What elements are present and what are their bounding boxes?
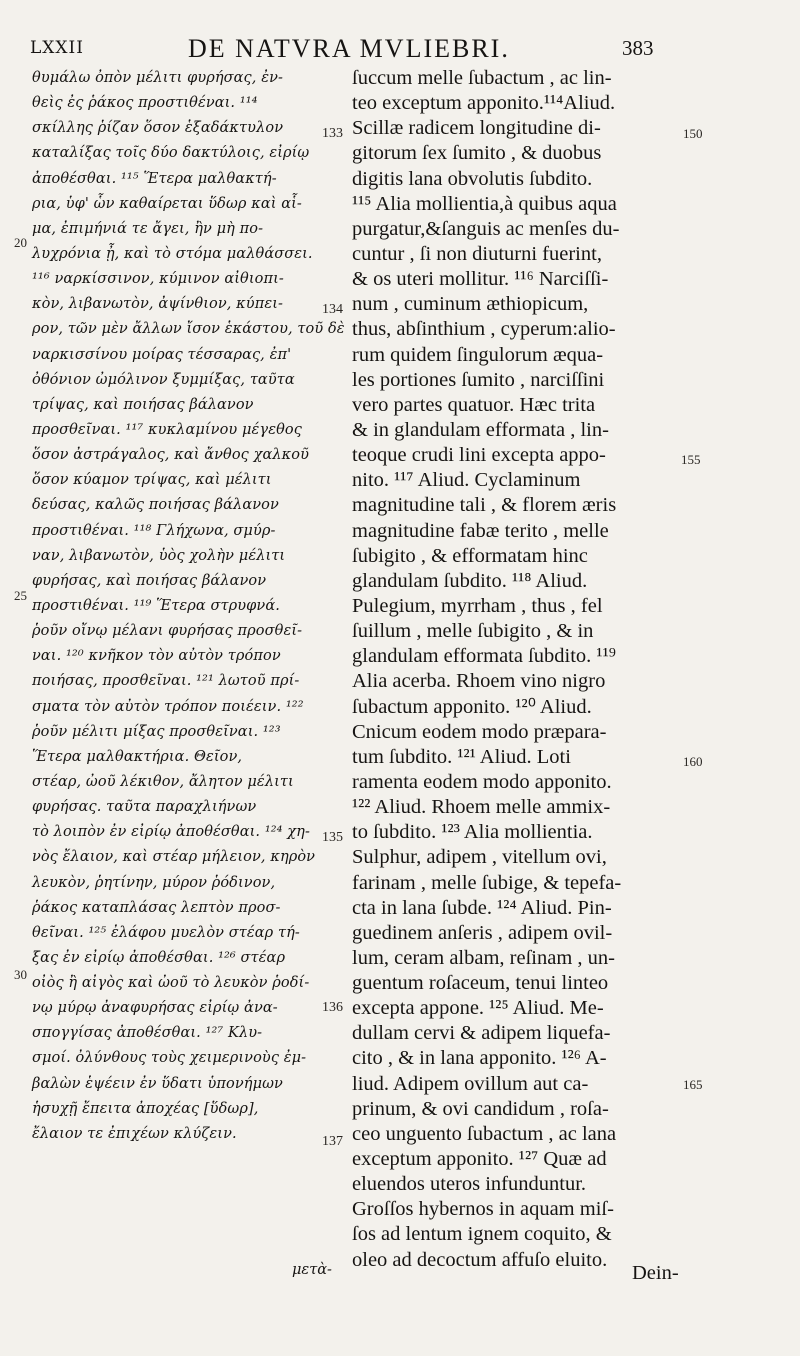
line-number-30: 30 bbox=[14, 967, 27, 982]
greek-text-line: φυρήσας, καὶ ποιήσας βάλανον bbox=[32, 572, 267, 589]
latin-text-line: to ſubdito. ¹²³ Alia mollientia. bbox=[352, 821, 593, 844]
greek-catchword: μετὰ- bbox=[292, 1262, 332, 1278]
header-section-number: LXXII bbox=[30, 38, 84, 58]
latin-text-column bbox=[352, 66, 682, 1273]
greek-text-line: σμοί. ὀλύνθους τοὺς χειμερινοὺς ἐμ- bbox=[32, 1050, 307, 1067]
latin-text-line: Scillæ radicem longitudine di- bbox=[352, 117, 601, 140]
latin-text-line: exceptum apponito. ¹²⁷ Quæ ad bbox=[352, 1148, 607, 1171]
greek-text-line: νὸς ἔλαιον, καὶ στέαρ μήλειον, κηρὸν bbox=[32, 849, 316, 866]
greek-text-line: σματα τὸν αὐτὸν τρόπον ποιέειν. ¹²² bbox=[32, 698, 304, 715]
greek-text-line: στέαρ, ὠοῦ λέκιθον, ἄλητον μέλιτι bbox=[32, 773, 294, 790]
gutter-number-136: 136 bbox=[322, 1000, 343, 1015]
greek-text-line: ¹¹⁶ ναρκίσσινον, κύμινον αἰθιοπι- bbox=[32, 271, 284, 288]
latin-text-line: Sulphur, adipem , vitellum ovi, bbox=[352, 846, 607, 869]
latin-text-line: lum, ceram albam, reſinam , un- bbox=[352, 946, 615, 969]
latin-text-line: ramenta eodem modo apponito. bbox=[352, 770, 612, 793]
line-number-160: 160 bbox=[683, 754, 703, 769]
greek-text-line: ναι. ¹²⁰ κνῆκον τὸν αὐτὸν τρόπον bbox=[32, 648, 281, 665]
greek-text-line: θυμάλω ὀπὸν μέλιτι φυρήσας, ἐν- bbox=[32, 70, 283, 86]
latin-text-line: digitis lana obvolutis ſubdito. bbox=[352, 167, 593, 190]
latin-text-line: ſos ad lentum ignem coquito, & bbox=[352, 1223, 612, 1246]
latin-text-line: cito , & in lana apponito. ¹²⁶ A- bbox=[352, 1047, 607, 1070]
latin-text-line: excepta appone. ¹²⁵ Aliud. Me- bbox=[352, 997, 604, 1020]
latin-text-line: & in glandulam efformata , lin- bbox=[352, 418, 609, 441]
greek-text-column bbox=[32, 66, 345, 1147]
latin-text-line: teoque crudi lini excepta appo- bbox=[352, 444, 606, 467]
greek-text-line: ῥοῦν οἴνῳ μέλανι φυρήσας προσθεῖ- bbox=[32, 623, 303, 640]
line-number-150: 150 bbox=[683, 126, 703, 141]
latin-text-line: ſubigito , & efformatam hinc bbox=[352, 544, 588, 567]
latin-text-line: rum quidem ſingulorum æqua- bbox=[352, 343, 604, 366]
greek-text-line: ξας ἐν εἰρίῳ ἀποθέσθαι. ¹²⁶ στέαρ bbox=[32, 949, 286, 966]
latin-text-line: magnitudine tali , & florem æris bbox=[352, 494, 617, 517]
greek-text-line: βαλὼν ἑψέειν ἐν ὕδατι ὑπονήμων bbox=[32, 1075, 283, 1092]
greek-text-line: ὅσον ἀστράγαλος, καὶ ἄνθος χαλκοῦ bbox=[32, 447, 310, 464]
greek-text-line: φυρήσας. ταῦτα παραχλιήνων bbox=[32, 799, 257, 816]
greek-text-line: λευκὸν, ῥητίνην, μύρον ῥόδινον, bbox=[32, 874, 276, 891]
greek-text-line: τρίψας, καὶ ποιήσας βάλανον bbox=[32, 396, 254, 413]
latin-text-line: magnitudine fabæ terito , melle bbox=[352, 519, 609, 542]
greek-text-line: θεῖναι. ¹²⁵ ἐλάφου μυελὸν στέαρ τή- bbox=[32, 924, 300, 941]
greek-text-line: ἡσυχῇ ἔπειτα ἀποχέας [ὕδωρ], bbox=[32, 1100, 259, 1117]
greek-text-line: λυχρόνια ᾖ, καὶ τὸ στόμα μαλθάσσει. bbox=[32, 245, 313, 262]
latin-text-line: ceo unguento ſubactum , ac lana bbox=[352, 1122, 617, 1145]
line-number-165: 165 bbox=[683, 1077, 703, 1092]
latin-text-line: glandulam efformata ſubdito. ¹¹⁹ bbox=[352, 645, 616, 668]
gutter-number-133: 133 bbox=[322, 126, 343, 141]
latin-text-line: liud. Adipem ovillum aut ca- bbox=[352, 1072, 589, 1095]
greek-text-line: ἔλαιον τε ἐπιχέων κλύζειν. bbox=[32, 1125, 237, 1142]
greek-text-line: ρια, ὑφ' ὧν καθαίρεται ὕδωρ καὶ αἷ- bbox=[32, 195, 302, 212]
greek-text-line: προστιθέναι. ¹¹⁹ Ἕτερα στρυφνά. bbox=[32, 597, 280, 614]
greek-text-line: σκίλλης ῥίζαν ὅσον ἑξαδάκτυλον bbox=[32, 120, 284, 137]
greek-text-line: ὀθόνιον ὠμόλινον ξυμμίξας, ταῦτα bbox=[32, 371, 295, 388]
header-title: DE NATVRA MVLIEBRI. bbox=[188, 34, 510, 63]
latin-text-line: ſubactum apponito. ¹²⁰ Aliud. bbox=[352, 695, 592, 718]
greek-text-line: ναρκισσίνου μοίρας τέσσαρας, ἐπ' bbox=[32, 346, 292, 363]
latin-text-line: Cnicum eodem modo præpara- bbox=[352, 720, 607, 743]
gutter-number-134: 134 bbox=[322, 302, 343, 317]
latin-text-line: cuntur , ſi non diuturni fuerint, bbox=[352, 242, 602, 265]
latin-text-line: dullam cervi & adipem liquefa- bbox=[352, 1022, 611, 1045]
latin-text-line: Groſſos hybernos in aquam miſ- bbox=[352, 1198, 614, 1221]
latin-text-line: guedinem anſeris , adipem ovil- bbox=[352, 921, 613, 944]
latin-text-line: cta in lana ſubde. ¹²⁴ Aliud. Pin- bbox=[352, 896, 612, 919]
latin-text-line: vero partes quatuor. Hæc trita bbox=[352, 393, 596, 416]
latin-text-line: les portiones ſumito , narciſſini bbox=[352, 368, 605, 391]
line-number-20: 20 bbox=[14, 235, 27, 250]
latin-catchword: Dein- bbox=[632, 1262, 679, 1284]
line-number-25: 25 bbox=[14, 588, 27, 603]
latin-text-line: tum ſubdito. ¹²¹ Aliud. Loti bbox=[352, 745, 571, 768]
greek-text-line: θεὶς ἐς ῥάκος προστιθέναι. ¹¹⁴ bbox=[32, 95, 258, 112]
greek-text-line: δεύσας, καλῶς ποιήσας βάλανον bbox=[32, 497, 279, 514]
latin-text-line: eluendos uteros infunduntur. bbox=[352, 1173, 587, 1196]
latin-text-line: oleo ad decoctum affuſo eluito. bbox=[352, 1248, 608, 1271]
greek-text-line: Ἕτερα μαλθακτήρια. Θεῖον, bbox=[32, 748, 243, 765]
greek-text-line: ποιήσας, προσθεῖναι. ¹²¹ λωτοῦ πρί- bbox=[32, 673, 300, 690]
greek-text-line: οἰὸς ἢ αἰγὸς καὶ ὠοῦ τὸ λευκὸν ῥοδί- bbox=[32, 975, 310, 992]
greek-text-line: ναν, λιβανωτὸν, ὑὸς χολὴν μέλιτι bbox=[32, 547, 286, 564]
greek-text-line: κὸν, λιβανωτὸν, ἀψίνθιον, κύπει- bbox=[32, 296, 284, 313]
greek-text-line: ὅσον κύαμον τρίψας, καὶ μέλιτι bbox=[32, 472, 272, 489]
latin-text-line: & os uteri mollitur. ¹¹⁶ Narciſſi- bbox=[352, 268, 609, 291]
greek-text-line: προσθεῖναι. ¹¹⁷ κυκλαμίνου μέγεθος bbox=[32, 421, 302, 438]
greek-text-line: προστιθέναι. ¹¹⁸ Γλήχωνα, σμύρ- bbox=[32, 522, 276, 539]
greek-text-line: νῳ μύρῳ ἀναφυρήσας εἰρίῳ ἀνα- bbox=[32, 1000, 278, 1017]
latin-text-line: Alia acerba. Rhoem vino nigro bbox=[352, 670, 606, 693]
latin-text-line: purgatur,&ſanguis ac menſes du- bbox=[352, 217, 620, 240]
page-number: 383 bbox=[622, 36, 654, 60]
latin-text-line: thus, abſinthium , cyperum:alio- bbox=[352, 318, 616, 341]
greek-text-line: σπογγίσας ἀποθέσθαι. ¹²⁷ Κλυ- bbox=[32, 1025, 263, 1042]
line-number-155: 155 bbox=[681, 452, 701, 467]
greek-text-line: μα, ἐπιμήνιά τε ἄγει, ἢν μὴ πο- bbox=[32, 220, 264, 237]
greek-text-line: τὸ λοιπὸν ἐν εἰρίῳ ἀποθέσθαι. ¹²⁴ χη- bbox=[32, 824, 310, 841]
greek-text-line: ῥάκος καταπλάσας λεπτὸν προσ- bbox=[32, 899, 281, 916]
gutter-number-135: 135 bbox=[322, 830, 343, 845]
latin-text-line: ¹¹⁵ Alia mollientia,à quibus aqua bbox=[352, 192, 617, 215]
latin-text-line: Pulegium, myrrham , thus , fel bbox=[352, 594, 603, 617]
latin-text-line: ſuccum melle ſubactum , ac lin- bbox=[352, 67, 612, 89]
greek-text-line: ἀποθέσθαι. ¹¹⁵ Ἕτερα μαλθακτή- bbox=[32, 170, 277, 187]
latin-text-line: farinam , melle ſubige, & tepefa- bbox=[352, 871, 622, 894]
latin-text-line: nito. ¹¹⁷ Aliud. Cyclaminum bbox=[352, 469, 581, 492]
latin-text-line: glandulam ſubdito. ¹¹⁸ Aliud. bbox=[352, 569, 588, 592]
latin-text-line: gitorum ſex ſumito , & duobus bbox=[352, 142, 602, 165]
latin-text-line: teo exceptum apponito.¹¹⁴Aliud. bbox=[352, 92, 616, 115]
gutter-number-137: 137 bbox=[322, 1134, 343, 1149]
latin-text-line: prinum, & ovi candidum , roſa- bbox=[352, 1097, 609, 1120]
running-header bbox=[0, 14, 800, 63]
latin-text-line: num , cuminum æthiopicum, bbox=[352, 293, 589, 316]
latin-text-line: ¹²² Aliud. Rhoem melle ammix- bbox=[352, 796, 611, 819]
greek-text-line: ρον, τῶν μὲν ἄλλων ἴσον ἑκάστου, τοῦ δὲ bbox=[32, 321, 345, 338]
latin-text-line: guentum roſaceum, tenui linteo bbox=[352, 972, 609, 995]
greek-text-line: ῥοῦν μέλιτι μίξας προσθεῖναι. ¹²³ bbox=[32, 723, 281, 740]
latin-text-line: ſuillum , melle ſubigito , & in bbox=[352, 620, 594, 643]
greek-text-line: καταλίξας τοῖς δύο δακτύλοις, εἰρίῳ bbox=[32, 145, 310, 162]
